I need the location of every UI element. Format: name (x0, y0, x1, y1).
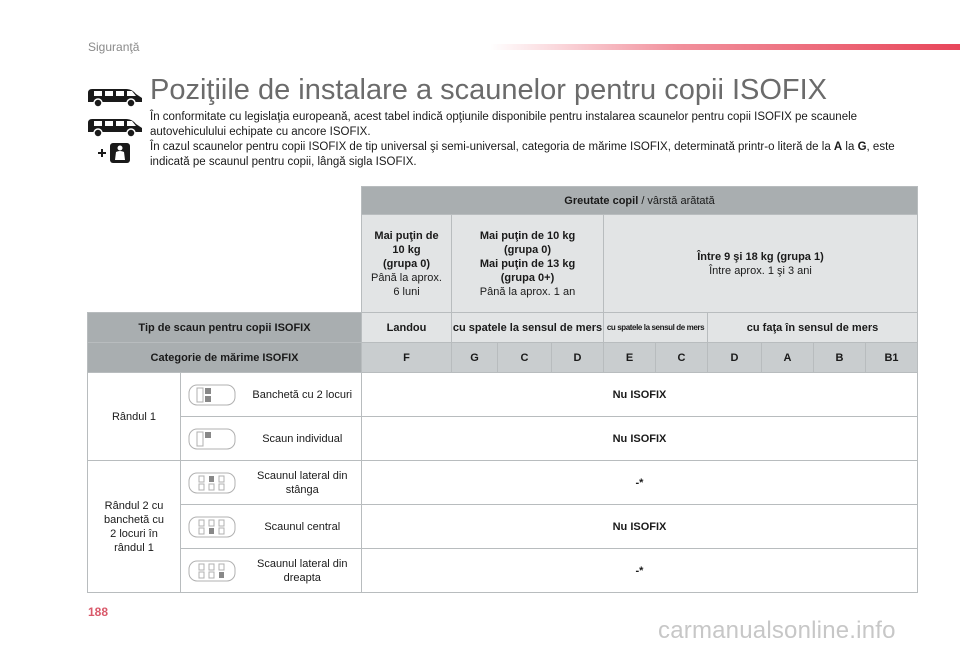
seat-name: Scaunul lateral din dreapta (244, 549, 362, 593)
seat-name: Scaunul central (244, 505, 362, 549)
seat-type-forward-facing: cu faţa în sensul de mers (708, 313, 918, 343)
seat-type-rear-facing-1: cu spatele la sensul de mers (452, 313, 604, 343)
size-category-label: Categorie de mărime ISOFIX (88, 343, 362, 373)
size-category: C (498, 343, 552, 373)
seat-type-landou: Landou (362, 313, 452, 343)
size-category: B1 (866, 343, 918, 373)
watermark: carmanualsonline.info (658, 617, 896, 644)
group-header-2: Mai puţin de 10 kg (grupa 0) Mai puţin de 13 kg (grupa 0+) Până la aprox. 1 an (452, 215, 604, 313)
size-category: F (362, 343, 452, 373)
van-icon (86, 114, 144, 138)
intro-paragraph-1: În conformitate cu legislaţia europeană, acest tabel indică opţiunile disponibile pentru instalarea scaunelor pentru copii ISOFIX pe scaunele autovehiculului echipate cu ancore ISOFIX. (150, 111, 858, 138)
size-category: E (604, 343, 656, 373)
table-row (88, 505, 918, 549)
seat-value: -* (362, 461, 918, 505)
seat-name: Scaun individual (244, 417, 362, 461)
table-row (88, 549, 918, 593)
seat-value: -* (362, 549, 918, 593)
intro-paragraph-2: În cazul scaunelor pentru copii ISOFIX de tip universal şi semi-universal, categoria de mărime ISOFIX, determinată printr-o literă de la A la G, este indicată pe scaunul pentru copii, lângă sigla ISOFIX. (150, 141, 895, 168)
row-label-row1: Rândul 1 (88, 373, 181, 461)
isofix-table (87, 186, 918, 593)
table-row (88, 461, 918, 505)
page-number: 188 (88, 605, 109, 619)
group-header-1: Mai puţin de 10 kg (grupa 0) Până la aprox. 6 luni (362, 215, 452, 313)
seat-layout-icon (181, 373, 244, 417)
section-label: Siguranţă (88, 40, 140, 54)
accent-bar (490, 44, 960, 50)
group-header-3: Între 9 şi 18 kg (grupa 1) Între aprox. 1 şi 3 ani (604, 215, 918, 313)
seat-name: Scaunul lateral din stânga (244, 461, 362, 505)
row-label-row2: Rândul 2 cu banchetă cu 2 locuri în rândul 1 (88, 461, 181, 593)
seat-layout-icon (181, 417, 244, 461)
size-category: G (452, 343, 498, 373)
page-title: Poziţiile de instalare a scaunelor pentru copii ISOFIX (150, 74, 828, 106)
seat-layout-icon (181, 549, 244, 593)
van-icon (86, 84, 144, 108)
size-category: A (762, 343, 814, 373)
size-category: C (656, 343, 708, 373)
seat-value: Nu ISOFIX (362, 373, 918, 417)
seat-value: Nu ISOFIX (362, 505, 918, 549)
size-category: D (552, 343, 604, 373)
size-category: D (708, 343, 762, 373)
table-row (88, 373, 918, 417)
seat-layout-icon (181, 461, 244, 505)
seat-type-label: Tip de scaun pentru copii ISOFIX (88, 313, 362, 343)
seat-name: Banchetă cu 2 locuri (244, 373, 362, 417)
intro-text (150, 110, 895, 170)
size-category: B (814, 343, 866, 373)
weight-header: Greutate copil / vârstă arătată (362, 187, 918, 215)
seat-value: Nu ISOFIX (362, 417, 918, 461)
seat-type-rear-facing-2: cu spatele la sensul de mers (604, 313, 708, 343)
child-seat-plus-icon (96, 142, 132, 164)
table-row (88, 417, 918, 461)
seat-layout-icon (181, 505, 244, 549)
